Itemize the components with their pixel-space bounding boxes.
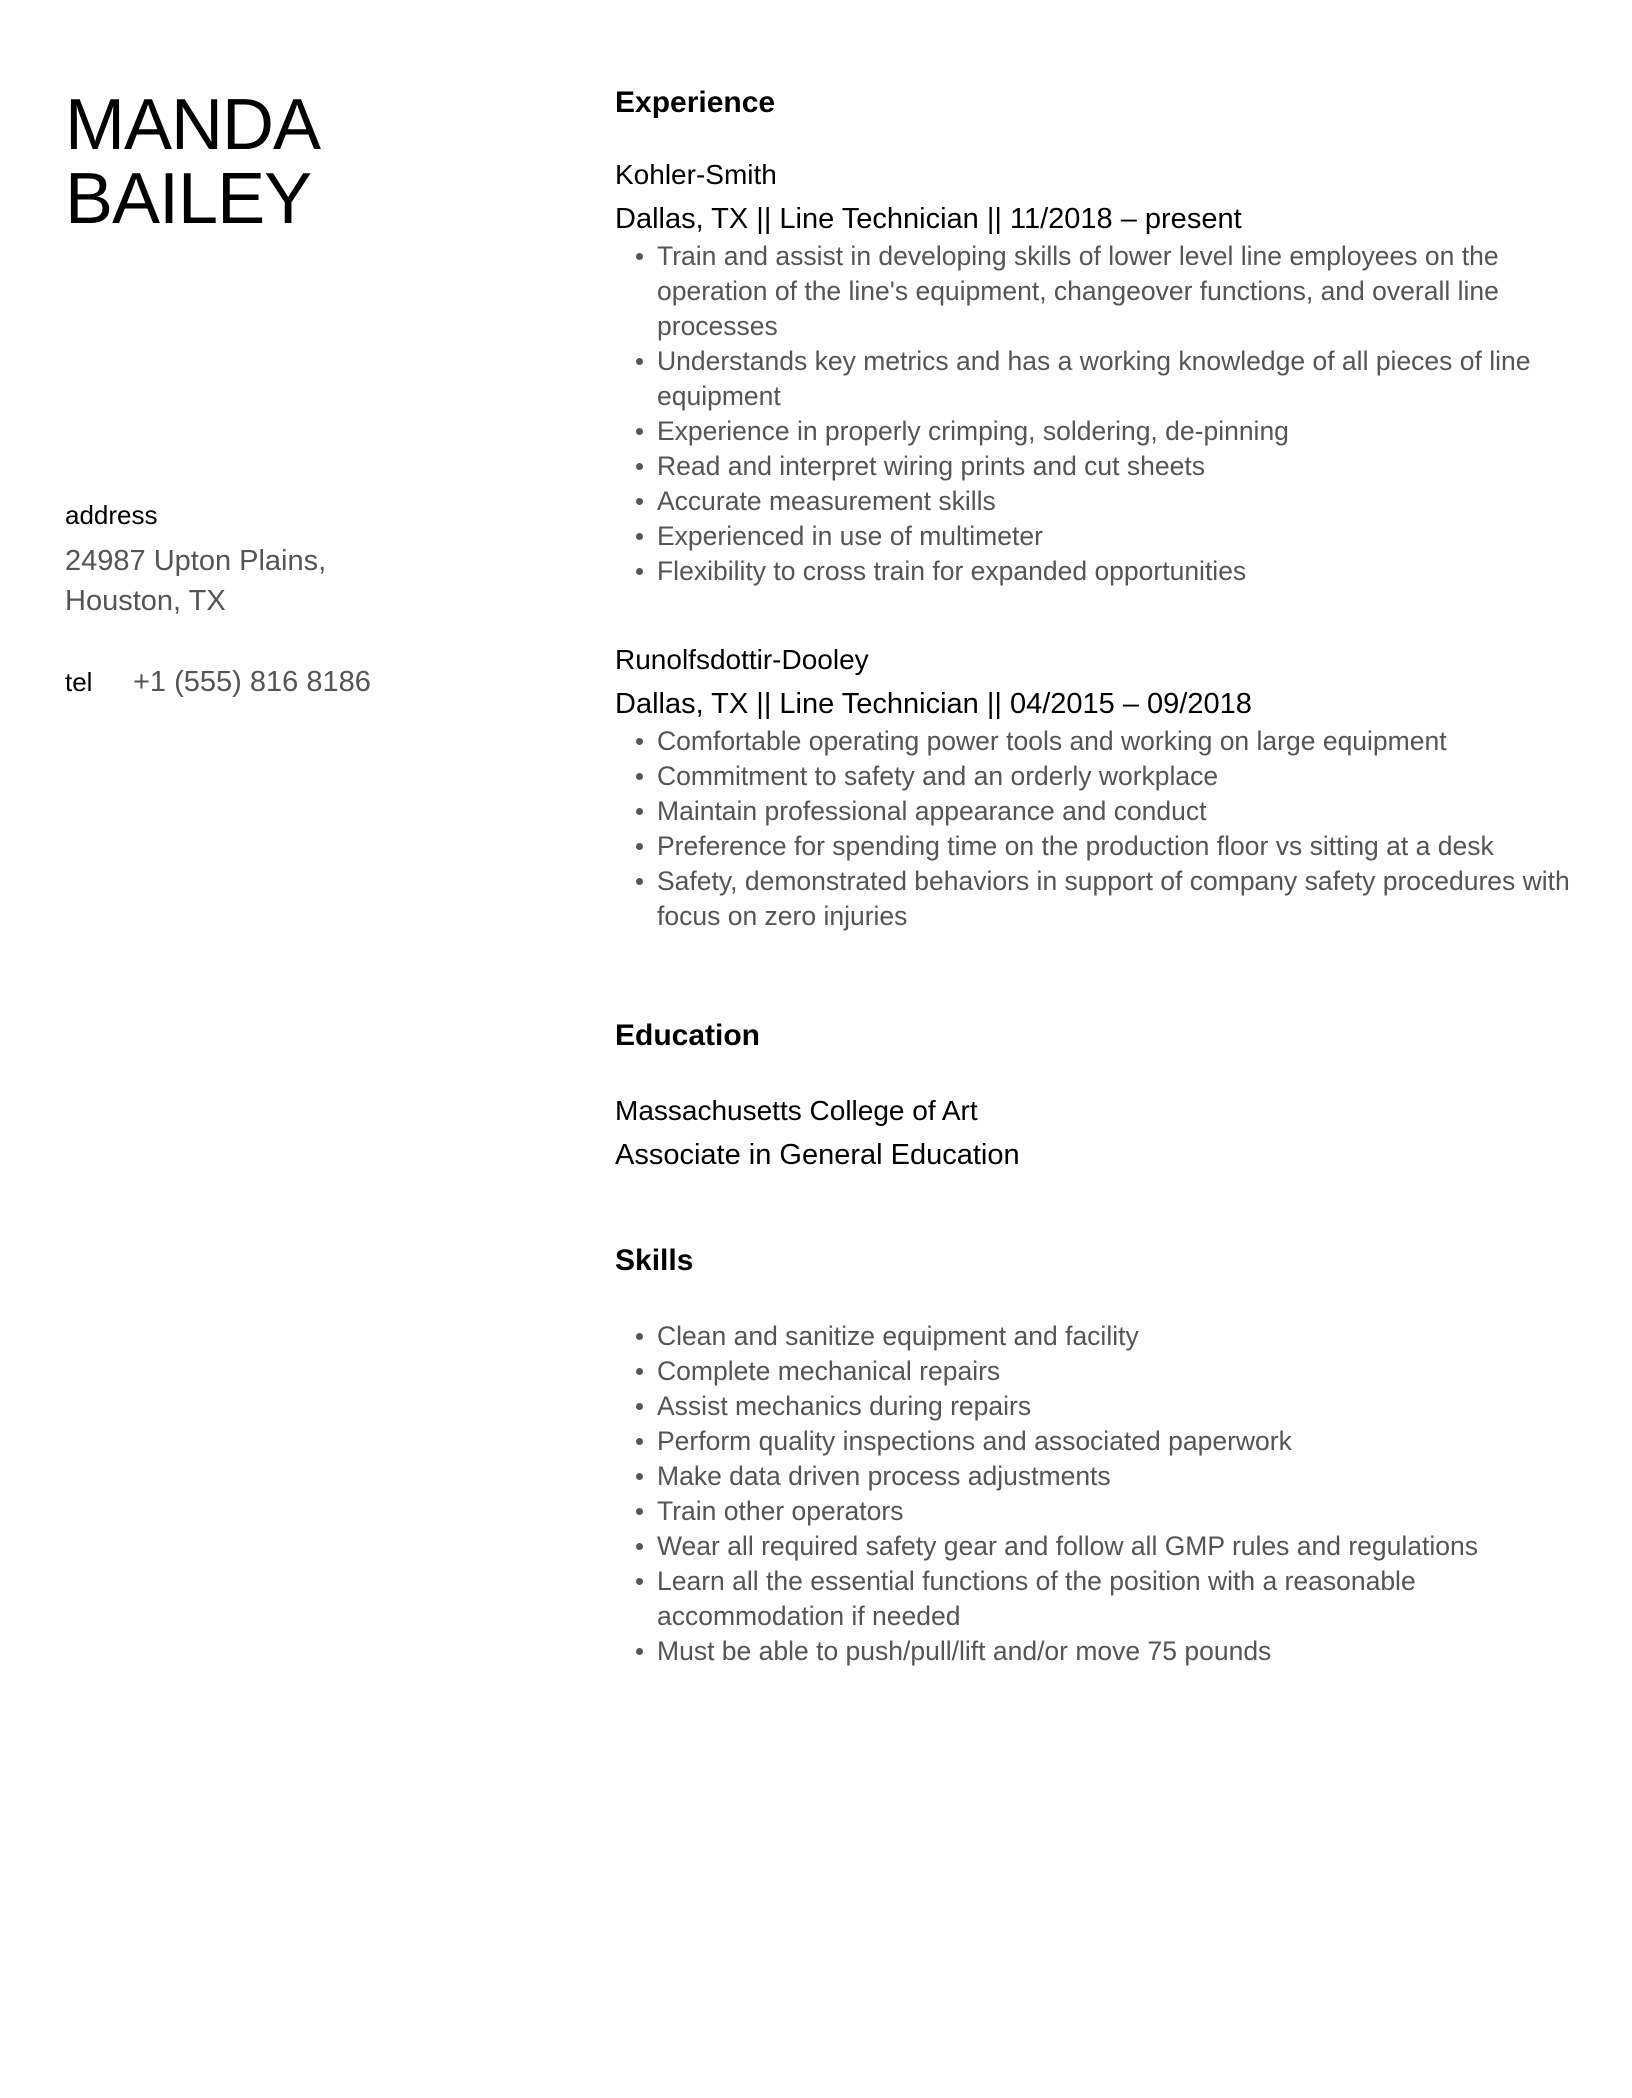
- list-item: Safety, demonstrated behaviors in support of company safety procedures with focus on zero injuries: [615, 864, 1575, 934]
- list-item: Flexibility to cross train for expanded opportunities: [615, 554, 1575, 589]
- job-bullets: [615, 724, 1575, 934]
- skills-list: [615, 1319, 1575, 1669]
- candidate-name: [65, 85, 505, 239]
- tel-label: tel: [65, 667, 93, 697]
- list-item: Perform quality inspections and associated paperwork: [615, 1424, 1575, 1459]
- experience-title: Experience: [615, 86, 776, 119]
- name-block: [65, 85, 505, 239]
- tel-block: [65, 666, 505, 699]
- list-item: Comfortable operating power tools and working on large equipment: [615, 724, 1575, 759]
- list-item: Clean and sanitize equipment and facility: [615, 1319, 1575, 1354]
- address-block: [65, 500, 505, 621]
- tel-value: +1 (555) 816 8186: [133, 666, 371, 698]
- list-item: Experienced in use of multimeter: [615, 519, 1575, 554]
- last-name: BAILEY: [65, 159, 312, 239]
- list-item: Train and assist in developing skills of lower level line employees on the operation of the line's equipment, changeover functions, and overall line processes: [615, 239, 1575, 344]
- list-item: Learn all the essential functions of the position with a reasonable accommodation if needed: [615, 1564, 1575, 1634]
- list-item: Accurate measurement skills: [615, 484, 1575, 519]
- list-item: Wear all required safety gear and follow all GMP rules and regulations: [615, 1529, 1575, 1564]
- address-line-1: 24987 Upton Plains,: [65, 545, 327, 577]
- list-item: Read and interpret wiring prints and cut sheets: [615, 449, 1575, 484]
- list-item: Experience in properly crimping, soldering, de-pinning: [615, 414, 1575, 449]
- school-name: Massachusetts College of Art: [615, 1095, 978, 1126]
- list-item: Complete mechanical repairs: [615, 1354, 1575, 1389]
- list-item: Assist mechanics during repairs: [615, 1389, 1575, 1424]
- list-item: Make data driven process adjustments: [615, 1459, 1575, 1494]
- job-bullets: [615, 239, 1575, 589]
- skills-title: Skills: [615, 1244, 694, 1277]
- job-entry: [615, 643, 1575, 934]
- list-item: Commitment to safety and an orderly workplace: [615, 759, 1575, 794]
- job-company: Kohler-Smith: [615, 159, 777, 190]
- job-meta: Dallas, TX || Line Technician || 04/2015 – 09/2018: [615, 688, 1252, 720]
- job-meta: Dallas, TX || Line Technician || 11/2018 – present: [615, 203, 1242, 235]
- degree: Associate in General Education: [615, 1139, 1020, 1171]
- job-entry: [615, 158, 1575, 589]
- first-name: MANDA: [65, 85, 321, 165]
- list-item: Maintain professional appearance and conduct: [615, 794, 1575, 829]
- main-content: [615, 85, 1575, 1669]
- address-label: address: [65, 500, 158, 530]
- address-value: [65, 541, 505, 621]
- address-line-2: Houston, TX: [65, 585, 226, 617]
- list-item: Train other operators: [615, 1494, 1575, 1529]
- list-item: Understands key metrics and has a working knowledge of all pieces of line equipment: [615, 344, 1575, 414]
- list-item: Preference for spending time on the production floor vs sitting at a desk: [615, 829, 1575, 864]
- list-item: Must be able to push/pull/lift and/or move 75 pounds: [615, 1634, 1575, 1669]
- job-company: Runolfsdottir-Dooley: [615, 644, 869, 675]
- education-section: [615, 1018, 1575, 1173]
- skills-section: [615, 1243, 1575, 1669]
- experience-section: [615, 85, 1575, 934]
- education-title: Education: [615, 1019, 761, 1052]
